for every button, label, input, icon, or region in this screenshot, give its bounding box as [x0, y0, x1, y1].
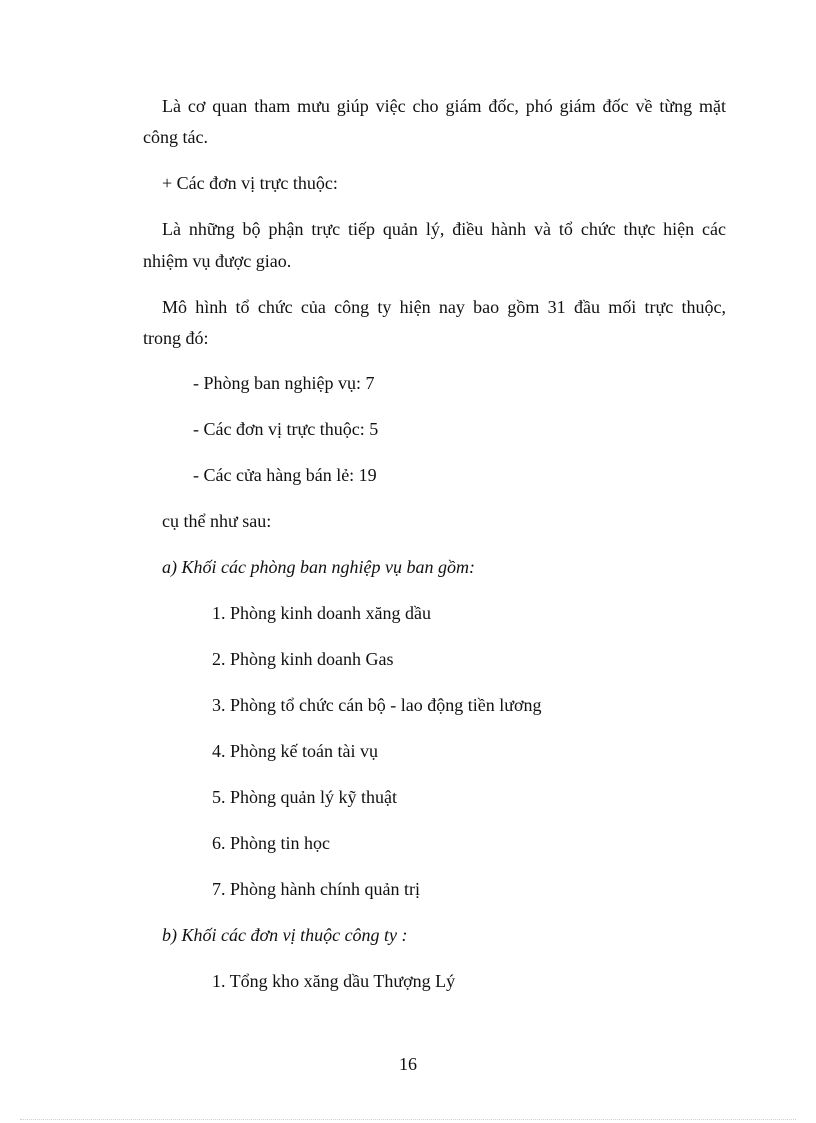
page-number: 16	[399, 1054, 417, 1074]
list-item: 4. Phòng kế toán tài vụ	[212, 741, 378, 761]
subheading: + Các đơn vị trực thuộc:	[162, 173, 338, 193]
list-item: 5. Phòng quản lý kỹ thuật	[212, 787, 397, 807]
list-item: 7. Phòng hành chính quản trị	[212, 879, 420, 899]
paragraph-line: Là những bộ phận trực tiếp quản lý, điều hành và tổ chức thực hiện các	[162, 219, 726, 239]
list-item: 2. Phòng kinh doanh Gas	[212, 649, 394, 669]
paragraph-line: Mô hình tổ chức của công ty hiện nay bao gồm 31 đầu mối trực thuộc,	[162, 297, 726, 317]
list-item: - Các đơn vị trực thuộc: 5	[193, 419, 379, 439]
list-item: 1. Phòng kinh doanh xăng dầu	[212, 603, 431, 623]
section-heading: a) Khối các phòng ban nghiệp vụ ban gồm:	[162, 557, 475, 577]
list-item: 1. Tổng kho xăng dầu Thượng Lý	[212, 971, 456, 991]
paragraph-line: cụ thể như sau:	[162, 511, 272, 531]
list-item: - Phòng ban nghiệp vụ: 7	[193, 373, 375, 393]
list-item: - Các cửa hàng bán lẻ: 19	[193, 465, 377, 485]
paragraph-line: nhiệm vụ được giao.	[143, 251, 292, 271]
paragraph-line: trong đó:	[143, 328, 209, 348]
paragraph-line: Là cơ quan tham mưu giúp việc cho giám đốc, phó giám đốc về từng mặt	[162, 96, 726, 116]
paragraph-line: công tác.	[143, 127, 208, 147]
section-heading: b) Khối các đơn vị thuộc công ty :	[162, 925, 408, 945]
list-item: 3. Phòng tổ chức cán bộ - lao động tiền lương	[212, 695, 542, 715]
page-border-line	[20, 1119, 796, 1120]
list-item: 6. Phòng tin học	[212, 833, 331, 853]
